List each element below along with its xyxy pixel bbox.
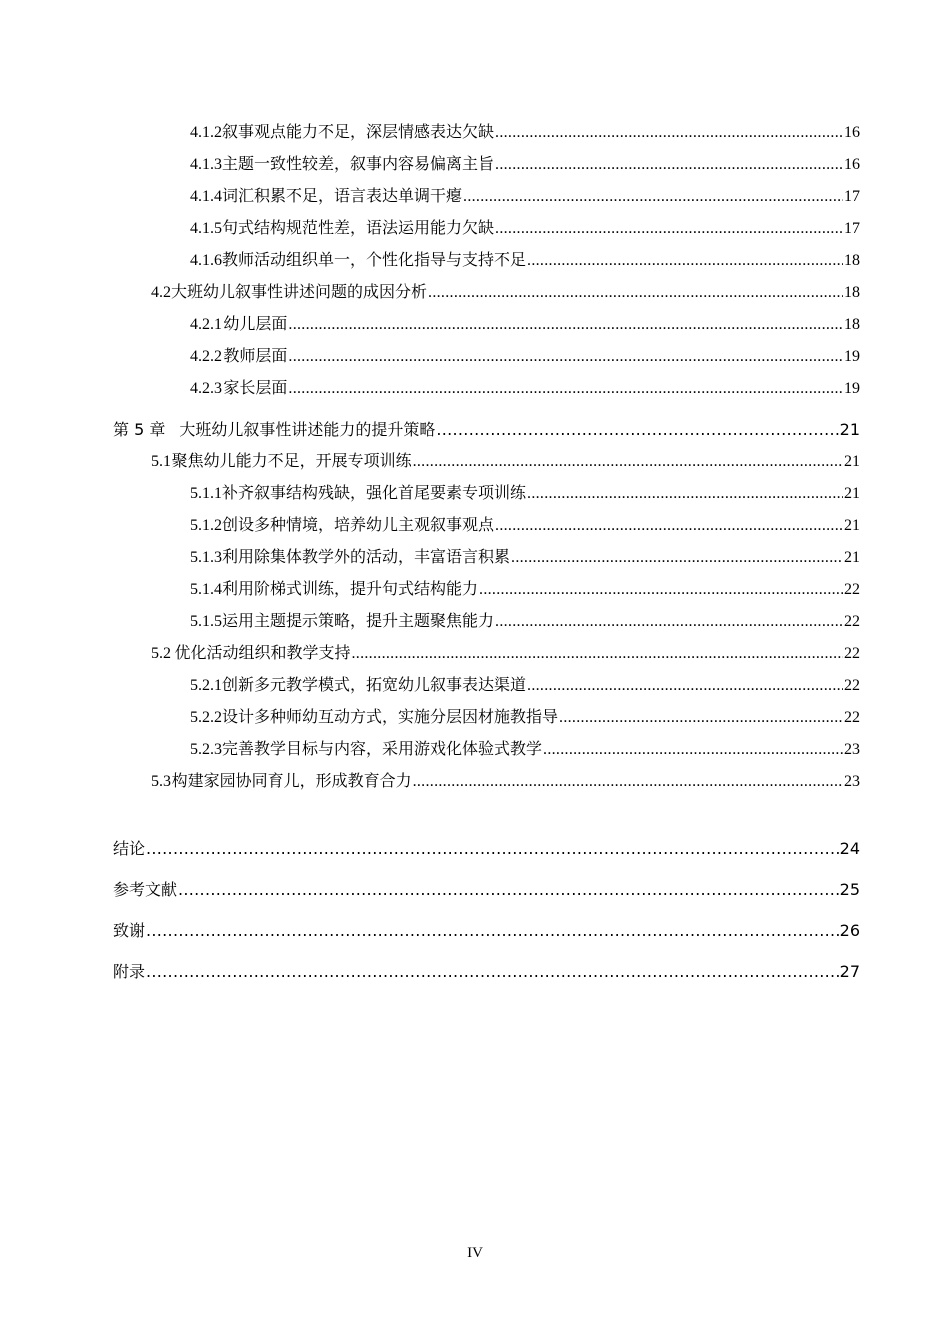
toc-entry-title: 附录 [113, 962, 146, 981]
toc-chapter-page: 21 [839, 420, 860, 439]
toc-entry-title: 词汇积累不足，语言表达单调干瘪 [222, 188, 463, 205]
toc-entry-title: 教师活动组织单一，个性化指导与支持不足 [222, 252, 527, 269]
toc-leader-dots [495, 213, 843, 245]
page-number-footer: IV [467, 1245, 483, 1261]
toc-entry-title: 幼儿层面 [223, 316, 288, 333]
section-spacer [113, 798, 860, 828]
toc-entry-page: 22 [844, 645, 860, 662]
toc-entry-title: 创新多元教学模式，拓宽幼儿叙事表达渠道 [222, 677, 527, 694]
toc-leader-dots [495, 510, 843, 542]
toc-entry-title: 构建家园协同育儿，形成教育合力 [171, 773, 412, 790]
toc-entry-references[interactable] [113, 869, 860, 910]
toc-entry-page: 27 [839, 962, 860, 981]
toc-entry-title: 家长层面 [223, 380, 288, 397]
toc-entry-number: 5.2.1 [190, 677, 222, 694]
toc-leader-dots [527, 478, 843, 510]
toc-entry-page: 26 [839, 921, 860, 940]
toc-entry-number: 5.1.1 [190, 485, 222, 502]
toc-entry[interactable] [113, 510, 860, 542]
toc-leader-dots [428, 277, 843, 309]
toc-section-5 [113, 446, 860, 798]
toc-entry-page: 19 [844, 380, 860, 397]
toc-leader-dots [559, 702, 843, 734]
toc-leader-dots [413, 766, 843, 798]
toc-entry-number: 5.1.2 [190, 517, 222, 534]
toc-leader-dots [288, 373, 843, 405]
toc-entry-title: 利用除集体教学外的活动，丰富语言积累 [222, 549, 511, 566]
toc-entry-title: 补齐叙事结构残缺，强化首尾要素专项训练 [222, 485, 527, 502]
toc-entry-page: 19 [844, 348, 860, 365]
toc-entry-page: 17 [844, 220, 860, 237]
toc-entry-page: 22 [844, 677, 860, 694]
toc-entry-number: 4.1.4 [190, 188, 222, 205]
toc-chapter-number: 第 5 章 [113, 420, 166, 439]
toc-entry-number: 5.1.4 [190, 581, 222, 598]
toc-leader-dots [436, 414, 838, 446]
toc-leader-dots [495, 606, 843, 638]
toc-entry[interactable] [113, 574, 860, 606]
toc-entry[interactable] [113, 181, 860, 213]
toc-entry-number: 5.2 [151, 645, 171, 662]
toc-entry-title: 优化活动组织和教学支持 [174, 645, 351, 662]
toc-entry-number: 5.1.5 [190, 613, 222, 630]
toc-entry-title: 运用主题提示策略，提升主题聚焦能力 [222, 613, 495, 630]
toc-leader-dots [495, 149, 843, 181]
toc-leader-dots [463, 181, 843, 213]
toc-entry-page: 21 [844, 485, 860, 502]
toc-entry[interactable] [113, 446, 860, 478]
toc-entry[interactable] [113, 149, 860, 181]
toc-leader-dots [288, 309, 843, 341]
toc-leader-dots [527, 245, 843, 277]
toc-leader-dots [413, 446, 843, 478]
toc-leader-dots [543, 734, 843, 766]
toc-back-matter [113, 828, 860, 992]
toc-entry[interactable] [113, 277, 860, 309]
toc-entry-title: 利用阶梯式训练，提升句式结构能力 [222, 581, 479, 598]
toc-entry[interactable] [113, 341, 860, 373]
toc-entry-page: 23 [844, 741, 860, 758]
toc-entry-title: 设计多种师幼互动方式，实施分层因材施教指导 [222, 709, 559, 726]
toc-entry-number: 4.1.3 [190, 156, 222, 173]
toc-entry-number: 5.2.2 [190, 709, 222, 726]
toc-entry-number: 4.1.2 [190, 124, 222, 141]
toc-entry[interactable] [113, 213, 860, 245]
toc-entry-page: 25 [839, 880, 860, 899]
toc-entry-page: 18 [844, 284, 860, 301]
toc-entry-title: 结论 [113, 839, 146, 858]
toc-entry-number: 5.1.3 [190, 549, 222, 566]
toc-entry-number: 5.3 [151, 773, 171, 790]
toc-entry-number: 4.2.2 [190, 348, 222, 365]
table-of-contents [113, 117, 860, 992]
toc-leader-dots [527, 670, 843, 702]
toc-entry-page: 21 [844, 517, 860, 534]
toc-entry-title: 致谢 [113, 921, 146, 940]
toc-entry-number: 4.2.1 [190, 316, 222, 333]
toc-leader-dots [178, 869, 839, 910]
toc-entry-page: 16 [844, 156, 860, 173]
toc-leader-dots [351, 638, 843, 670]
toc-entry[interactable] [113, 638, 860, 670]
toc-entry[interactable] [113, 734, 860, 766]
toc-entry[interactable] [113, 245, 860, 277]
toc-leader-dots [146, 828, 839, 869]
toc-entry-title: 参考文献 [113, 880, 178, 899]
toc-entry-page: 22 [844, 613, 860, 630]
toc-entry[interactable] [113, 702, 860, 734]
toc-entry-page: 21 [844, 549, 860, 566]
toc-entry-appendix[interactable] [113, 951, 860, 992]
toc-entry-number: 4.1.5 [190, 220, 222, 237]
toc-entry-page: 22 [844, 709, 860, 726]
toc-leader-dots [146, 910, 839, 951]
toc-entry-title: 教师层面 [223, 348, 288, 365]
toc-chapter-5[interactable] [113, 414, 860, 446]
toc-entry-number: 4.2.3 [190, 380, 222, 397]
toc-entry-title: 聚焦幼儿能力不足，开展专项训练 [171, 453, 412, 470]
toc-entry-number: 4.1.6 [190, 252, 222, 269]
toc-entry-page: 23 [844, 773, 860, 790]
toc-entry-page: 18 [844, 316, 860, 333]
toc-entry-conclusion[interactable] [113, 828, 860, 869]
toc-entry-number: 4.2 [151, 284, 171, 301]
toc-entry[interactable] [113, 117, 860, 149]
toc-entry[interactable] [113, 766, 860, 798]
toc-entry[interactable] [113, 373, 860, 405]
toc-entry-title: 大班幼儿叙事性讲述问题的成因分析 [171, 284, 428, 301]
toc-entry[interactable] [113, 542, 860, 574]
toc-section-4 [113, 117, 860, 405]
toc-entry[interactable] [113, 309, 860, 341]
toc-entry[interactable] [113, 670, 860, 702]
toc-entry-page: 18 [844, 252, 860, 269]
toc-entry-title: 创设多种情境，培养幼儿主观叙事观点 [222, 517, 495, 534]
toc-entry-page: 22 [844, 581, 860, 598]
toc-chapter-title: 大班幼儿叙事性讲述能力的提升策略 [179, 420, 436, 439]
toc-entry-page: 24 [839, 839, 860, 858]
toc-entry-title: 叙事观点能力不足，深层情感表达欠缺 [222, 124, 495, 141]
toc-entry-number: 5.2.3 [190, 741, 222, 758]
toc-entry[interactable] [113, 478, 860, 510]
toc-entry-page: 16 [844, 124, 860, 141]
toc-leader-dots [495, 117, 843, 149]
toc-entry-page: 17 [844, 188, 860, 205]
toc-entry-title: 主题一致性较差，叙事内容易偏离主旨 [222, 156, 495, 173]
toc-entry[interactable] [113, 606, 860, 638]
toc-entry-acknowledgements[interactable] [113, 910, 860, 951]
toc-entry-title: 完善教学目标与内容，采用游戏化体验式教学 [222, 741, 543, 758]
toc-leader-dots [479, 574, 843, 606]
toc-leader-dots [288, 341, 843, 373]
toc-entry-number: 5.1 [151, 453, 171, 470]
toc-leader-dots [511, 542, 843, 574]
toc-entry-page: 21 [844, 453, 860, 470]
toc-entry-title: 句式结构规范性差，语法运用能力欠缺 [222, 220, 495, 237]
toc-leader-dots [146, 951, 839, 992]
